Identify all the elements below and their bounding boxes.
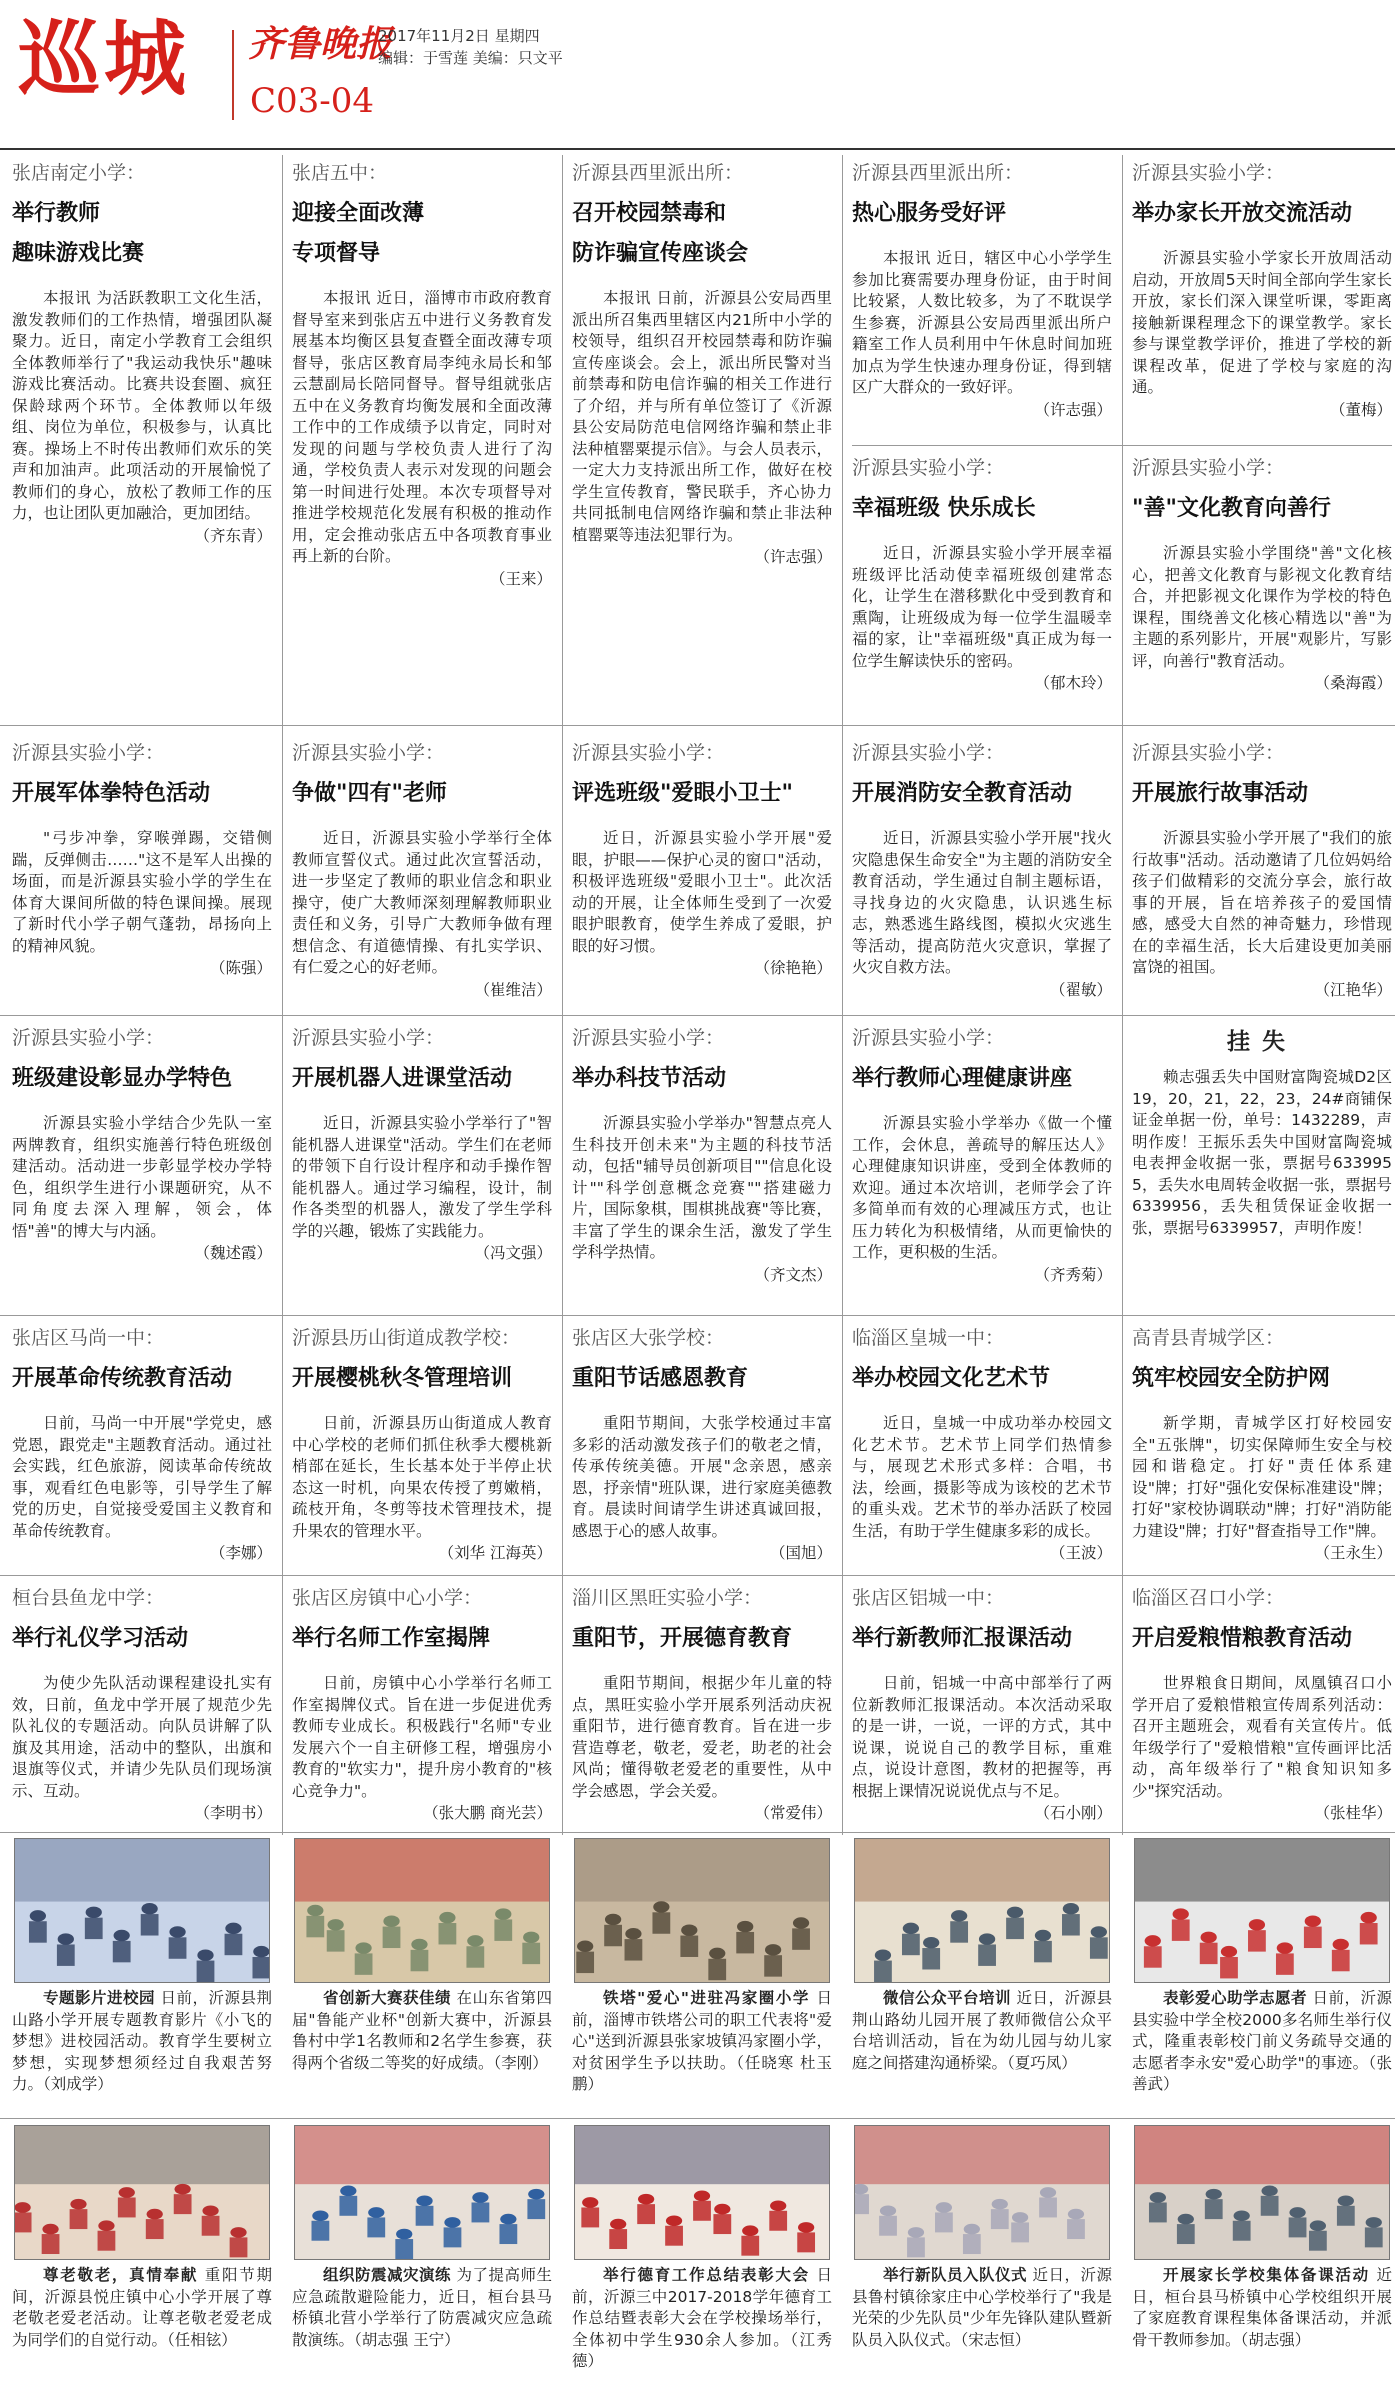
photo-caption: [12, 2265, 272, 2390]
article-body: 重阳节期间，根据少年儿童的特点，黑旺实验小学开展系列活动庆祝重阳节，进行德育教育。旨在进一步营造尊老，敬老，爱老，助老的社会风尚；懂得敬老爱老的重要性，从中学会感恩，学会关爱。: [572, 1674, 832, 1800]
article-source: 沂源县实验小学：: [292, 1027, 445, 1049]
article-9: [572, 740, 832, 1010]
article-headline: 重阳节，开展德育教育: [572, 1626, 793, 1651]
article-body: 本报讯 日前，沂源县公安局西里派出所召集西里辖区内21所中小学的校领导，组织召开校园禁毒和防诈骗宣传座谈会。会上，派出所民警对当前禁毒和防电信诈骗的相关工作进行了介绍，并与所有单位签订了《沂源县公安局防范电信网络诈骗和禁止非法种植罂粟提示信》。与会人员表示，一定大力支持派出所工作，做好在校学生宣传教育，警民联手，齐心协力共同抵制电信网络诈骗和禁止非法种植罂粟等违法犯罪行为。: [572, 289, 832, 544]
article-source: 沂源县实验小学：: [852, 742, 1005, 764]
caption-author: （任晓寒 杜玉鹏）: [572, 2053, 832, 2093]
article-author: （张桂华）: [1314, 1804, 1392, 1822]
article-headline: 防诈骗宣传座谈会: [572, 241, 749, 266]
article-1: [292, 160, 552, 715]
caption-title: 组织防震减灾演练: [323, 2266, 452, 2284]
article-author: （许志强）: [754, 548, 832, 566]
caption-author: （胡志强 王宁）: [354, 2330, 460, 2349]
article-headline: 举办家长开放交流活动: [1132, 201, 1353, 226]
article-21: [12, 1585, 272, 1830]
article-11: [1132, 740, 1392, 1010]
article-source: 沂源县西里派出所：: [852, 162, 1024, 184]
article-source: 张店区马尚一中：: [12, 1327, 165, 1349]
caption-author: （夏巧凤）: [1007, 2053, 1077, 2072]
article-headline: 开展樱桃秋冬管理培训: [292, 1366, 513, 1391]
article-author: （崔维洁）: [474, 980, 552, 999]
caption-text: 重阳节期间，沂源县悦庄镇中心小学开展了尊老敬老爱老活动。让尊老敬老爱老成为同学们的自觉行动。: [12, 2266, 272, 2349]
caption-title: 铁塔"爱心"进驻冯家圈小学: [603, 1989, 810, 2007]
horizontal-rule: [0, 1832, 1395, 1833]
article-19: [852, 1325, 1112, 1570]
photo-caption: [1132, 1988, 1392, 2118]
article-source: 沂源县西里派出所：: [572, 162, 744, 184]
article-author: （董梅）: [1329, 400, 1392, 419]
article-6: [1132, 455, 1392, 720]
article-body: 本报讯 近日，辖区中心小学学生参加比赛需要办理身份证，由于时间比较紧，人数比较多，为了不耽误学生参赛，沂源县公安局西里派出所户籍室工作人员利用中午休息时间加班加点为学生快速办理身份证，得到辖区广大群众的一致好评。: [852, 249, 1112, 396]
caption-author: （张善武）: [1132, 2053, 1392, 2093]
article-source: 沂源县实验小学：: [1132, 742, 1285, 764]
article-body: 沂源县实验小学围绕"善"文化核心，把善文化教育与影视文化教育结合，并把影视文化课作为学校的特色课程，围绕善文化核心精选以"善"为主题的系列影片，开展"观影片，写影评，向善行"教育活动。: [1132, 544, 1392, 670]
vertical-rule: [1122, 155, 1123, 1835]
caption-author: （刘成学）: [43, 2075, 113, 2093]
article-body: 沂源县实验小学举办"智慧点亮人生科技开创未来"为主题的科技节活动，包括"辅导员创新项目""信息化设计""科学创意概念竞赛""搭建磁力片，国际象棋，围棋挑战赛"等比赛，丰富了学生的课余生活，激发了学生学科学热情。: [572, 1114, 832, 1261]
article-source: 沂源县实验小学：: [852, 1027, 1005, 1049]
article-body: 近日，皇城一中成功举办校园文化艺术节。艺术节上同学们热情参与，展现艺术形式多样：合唱，书法，绘画，摄影等成为该校的艺术节的重头戏。艺术节的举办活跃了校园生活，有助于学生健康多彩的成长。: [852, 1414, 1112, 1540]
photo-caption: [572, 1988, 832, 2118]
caption-author: （任相铉）: [167, 2330, 237, 2349]
article-author: （李娜）: [209, 1544, 272, 1562]
photo-caption: [572, 2265, 832, 2390]
article-body: 近日，沂源县实验小学开展幸福班级评比活动使幸福班级创建常态化，让学生在潜移默化中受到教育和熏陶，让班级成为每一位学生温暖幸福的家，让"幸福班级"真正成为每一位学生解读快乐的密码。: [852, 544, 1112, 670]
horizontal-rule: [0, 1315, 1395, 1316]
article-source: 沂源县实验小学：: [572, 742, 725, 764]
article-17: [292, 1325, 552, 1570]
article-headline: 专项督导: [292, 241, 381, 266]
article-headline: 筑牢校园安全防护网: [1132, 1366, 1331, 1391]
news-photo: [14, 2125, 270, 2260]
article-3: [852, 160, 1112, 450]
article-23: [572, 1585, 832, 1830]
article-headline: 开展旅行故事活动: [1132, 781, 1309, 806]
article-body: 沂源县实验小学举办《做一个懂工作，会休息，善疏导的解压达人》心理健康知识讲座，受到全体教师的欢迎。通过本次培训，老师学会了许多简单而有效的心理减压方式，也让压力转化为积极情绪，从而更愉快的工作，更积极的生活。: [852, 1114, 1112, 1261]
article-author: （翟敏）: [1049, 980, 1112, 999]
article-headline: 重阳节话感恩教育: [572, 1366, 749, 1391]
news-photo: [574, 1838, 830, 1983]
article-author: （冯文强）: [474, 1244, 552, 1262]
article-headline: 班级建设彰显办学特色: [12, 1066, 233, 1091]
article-headline: 幸福班级 快乐成长: [852, 496, 1036, 521]
article-author: （徐艳艳）: [754, 959, 832, 977]
article-source: 淄川区黑旺实验小学：: [572, 1587, 763, 1609]
article-source: 张店区铝城一中：: [852, 1587, 1005, 1609]
article-author: （常爱伟）: [754, 1804, 832, 1822]
photo-caption: [292, 1988, 552, 2118]
article-source: 沂源县实验小学：: [852, 457, 1005, 479]
article-body: 近日，沂源县实验小学举行了"智能机器人进课堂"活动。学生们在老师的带领下自行设计程序和动手操作智能机器人。通过学习编程，设计，制作各类型的机器人，激发了学生学科学的兴趣，锻炼了实践能力。: [292, 1114, 552, 1240]
article-body: "弓步冲拳，穿喉弹踢，交错侧踹，反弹侧击……"这不是军人出操的场面，而是沂源县实验小学的学生在体育大课间所做的特色课间操。展现了新时代小学子朝气蓬勃，昂扬向上的精神风貌。: [12, 829, 272, 955]
article-headline: 举办科技节活动: [572, 1066, 727, 1091]
news-photo: [574, 2125, 830, 2260]
caption-author: （宋志恒）: [960, 2330, 1031, 2349]
article-headline: 评选班级"爱眼小卫士": [572, 781, 793, 806]
caption-text: 日前，沂源三中2017-2018学年德育工作总结暨表彰大会在学校操场举行，全体初中学生930余人参加。: [572, 2266, 832, 2349]
article-source: 张店南定小学：: [12, 162, 146, 184]
vertical-rule: [562, 155, 563, 1835]
page-number: C03-04: [250, 81, 375, 121]
masthead-divider: [232, 30, 234, 120]
caption-text: 在山东省第四届"鲁能产业杯"创新大赛中，沂源县鲁村中学1名教师和2名学生参赛，获得两个省级二等奖的好成绩。: [292, 1989, 552, 2072]
section-title: 巡城: [18, 11, 191, 107]
news-photo: [1134, 1838, 1390, 1983]
article-5: [1132, 160, 1392, 430]
article-body: 日前，马尚一中开展"学党史，感党恩，跟党走"主题教育活动。通过社会实践，红色旅游，阅读革命传统故事，观看红色电影等，引导学生了解党的历史，自觉接受爱国主义教育和革命传统教育。: [12, 1414, 272, 1540]
article-author: （齐东青）: [194, 526, 272, 545]
article-headline: 趣味游戏比赛: [12, 241, 145, 266]
article-0: [12, 160, 272, 715]
lost-notice-body: 赖志强丢失中国财富陶瓷城D2区19，20，21，22，23，24#商铺保证金单据一份，单号：1432289，声明作废！王振乐丢失中国财富陶瓷城电表押金收据一张，票据号6339955，丢失水电周转金收据一张，票据号6339956，丢失租赁保证金收据一张，票据号6339957，声明作废！: [1132, 1068, 1392, 1237]
article-source: 临淄区皇城一中：: [852, 1327, 1005, 1349]
article-author: （魏述霞）: [194, 1244, 272, 1262]
caption-author: （李刚）: [493, 2053, 548, 2072]
article-15: [852, 1025, 1112, 1310]
caption-text: 日前，沂源县荆山路小学开展专题教育影片《小飞的梦想》进校园活动。教育学生要树立梦想，实现梦想须经过自我艰苦努力。: [12, 1989, 272, 2093]
masthead: [0, 0, 1395, 150]
article-author: （许志强）: [1034, 400, 1112, 419]
horizontal-rule: [0, 1575, 1395, 1576]
article-source: 张店区房镇中心小学：: [292, 1587, 483, 1609]
article-headline: 举行新教师汇报课活动: [852, 1626, 1073, 1651]
news-photo: [854, 2125, 1110, 2260]
photo-caption: [852, 1988, 1112, 2118]
article-author: （国旭）: [769, 1544, 832, 1562]
lost-notice: [1132, 1025, 1392, 1310]
news-photo: [854, 1838, 1110, 1983]
caption-title: 举行新队员入队仪式: [883, 2266, 1028, 2284]
article-headline: 开展消防安全教育活动: [852, 781, 1073, 806]
article-12: [12, 1025, 272, 1310]
article-body: 世界粮食日期间，凤凰镇召口小学开启了爱粮惜粮宣传周系列活动：召开主题班会，观看有关宣传片。低年级学行了"爱粮惜粮"宣传画评比活动，高年级举行了"粮食知识知多少"探究活动。: [1132, 1674, 1392, 1800]
article-body: 新学期，青城学区打好校园安全"五张牌"，切实保障师生安全与校园和谐稳定。打好"责任体系建设"牌；打好"强化安保标准建设"牌；打好"家校协调联动"牌；打好"消防能力建设"牌；打好"督查指导工作"牌。: [1132, 1414, 1392, 1540]
article-14: [572, 1025, 832, 1310]
article-source: 临淄区召口小学：: [1132, 1587, 1285, 1609]
vertical-rule: [282, 155, 283, 1835]
editor-credit: 编辑：于雪莲 美编：只文平: [378, 49, 563, 67]
article-source: 沂源县实验小学：: [292, 742, 445, 764]
caption-title: 表彰爱心助学志愿者: [1163, 1989, 1308, 2007]
article-24: [852, 1585, 1112, 1830]
caption-text: 日前，沂源县实验中学全校2000多名师生举行仪式，隆重表彰校门前义务疏导交通的志愿者李永安"爱心助学"的事迹。: [1132, 1989, 1392, 2072]
article-source: 沂源县实验小学：: [12, 1027, 165, 1049]
caption-text: 近日，沂源县鲁村镇徐家庄中心学校举行了"我是光荣的少先队员"少年先锋队建队暨新队员入队仪式。: [852, 2266, 1112, 2349]
article-body: 近日，沂源县实验小学开展"找火灾隐患保生命安全"为主题的消防安全教育活动，学生通过自制主题标语，寻找身边的火灾隐患，认识逃生标志，熟悉逃生路线图，模拟火灾逃生等活动，提高防范火灾意识，掌握了火灾自救方法。: [852, 829, 1112, 976]
article-author: （刘华 江海英）: [438, 1544, 552, 1562]
article-body: 近日，沂源县实验小学举行全体教师宣誓仪式。通过此次宣誓活动，进一步坚定了教师的职业信念和职业操守，使广大教师深刻理解教师职业责任和义务，引导广大教师争做有理想信念、有道德情操、有扎实学识、有仁爱之心的好老师。: [292, 829, 552, 976]
article-author: （王波）: [1049, 1544, 1112, 1562]
article-4: [852, 455, 1112, 720]
article-source: 高青县青城学区：: [1132, 1327, 1285, 1349]
article-18: [572, 1325, 832, 1570]
article-headline: 开启爱粮惜粮教育活动: [1132, 1626, 1353, 1651]
article-headline: "善"文化教育向善行: [1132, 496, 1331, 521]
photo-caption: [12, 1988, 272, 2118]
news-photo: [14, 1838, 270, 1983]
article-body: 本报讯 近日，淄博市市政府教育督导室来到张店五中进行义务教育发展基本均衡区县复查暨全面改薄专项督导，张店区教育局李纯永局长和邹云慧副局长陪同督导。督导组就张店五中在义务教育均衡发展和全面改薄工作中的工作成绩予以肯定，同时对发现的问题与学校负责人进行了沟通，学校负责人表示对发现的问题会第一时间进行处理。本次专项督导对推进学校规范化发展有积极的推动作用，定会推动张店五中各项教育事业再上新的台阶。: [292, 289, 552, 565]
article-source: 沂源县历山街道成教学校：: [292, 1327, 521, 1349]
caption-text: 日前，淄博市铁塔公司的职工代表将"爱心"送到沂源县张家坡镇冯家圈小学，对贫困学生予以扶助。: [572, 1989, 832, 2072]
caption-title: 微信公众平台培训: [883, 1989, 1012, 2007]
article-author: （桑海霞）: [1314, 674, 1392, 692]
article-22: [292, 1585, 552, 1830]
issue-date: 2017年11月2日 星期四: [378, 27, 540, 45]
article-25: [1132, 1585, 1392, 1830]
article-headline: 迎接全面改薄: [292, 201, 425, 226]
article-author: （王来）: [489, 569, 552, 588]
horizontal-rule: [0, 725, 1395, 726]
newspaper-brand: 齐鲁晚报: [248, 23, 393, 65]
article-author: （齐文杰）: [754, 1265, 832, 1284]
caption-author: （胡志强）: [1240, 2330, 1311, 2349]
article-body: 近日，沂源县实验小学开展"爱眼，护眼——保护心灵的窗口"活动，积极评选班级"爱眼小卫士"。此次活动的开展，让全体师生受到了一次爱眼护眼教育，使学生养成了爱眼，护眼的好习惯。: [572, 829, 832, 955]
caption-title: 开展家长学校集体备课活动: [1163, 2266, 1370, 2284]
article-headline: 热心服务受好评: [852, 201, 1007, 226]
article-headline: 争做"四有"老师: [292, 781, 447, 806]
photo-caption: [292, 2265, 552, 2390]
article-author: （石小刚）: [1034, 1804, 1112, 1822]
article-source: 沂源县实验小学：: [1132, 457, 1285, 479]
article-20: [1132, 1325, 1392, 1570]
article-author: （齐秀菊）: [1034, 1265, 1112, 1284]
article-source: 张店五中：: [292, 162, 388, 184]
caption-text: 近日，沂源县荆山路幼儿园开展了教师微信公众平台培训活动，旨在为幼儿园与幼儿家庭之间搭建沟通桥梁。: [852, 1989, 1112, 2072]
photo-caption: [852, 2265, 1112, 2390]
news-photo: [1134, 2125, 1390, 2260]
article-13: [292, 1025, 552, 1310]
article-body: 沂源县实验小学开展了"我们的旅行故事"活动。活动邀请了几位妈妈给孩子们做精彩的交流分享会，旅行故事的开展，旨在培养孩子的爱国情感，感受大自然的神奇魅力，珍惜现在的幸福生活，长大后建设更加美丽富饶的祖国。: [1132, 829, 1392, 976]
article-source: 张店区大张学校：: [572, 1327, 725, 1349]
caption-title: 省创新大赛获佳绩: [323, 1989, 452, 2007]
article-headline: 举行礼仪学习活动: [12, 1626, 189, 1651]
article-headline: 举行名师工作室揭牌: [292, 1626, 491, 1651]
article-headline: 召开校园禁毒和: [572, 201, 727, 226]
caption-title: 专题影片进校园: [43, 1989, 156, 2007]
article-author: （张大鹏 商光芸）: [423, 1804, 552, 1822]
article-source: 桓台县鱼龙中学：: [12, 1587, 165, 1609]
vertical-rule: [842, 155, 843, 1835]
article-body: 沂源县实验小学家长开放周活动启动，开放周5天时间全部向学生家长开放，家长们深入课堂听课，零距离接触新课程理念下的课堂教学。家长参与课堂教学评价，推进了学校的新课程改革，促进了学校与家庭的沟通。: [1132, 249, 1392, 396]
article-author: （陈强）: [209, 959, 272, 977]
article-source: 沂源县实验小学：: [1132, 162, 1285, 184]
caption-author: （江秀德）: [572, 2330, 832, 2370]
article-16: [12, 1325, 272, 1570]
article-headline: 开展军体拳特色活动: [12, 781, 211, 806]
article-body: 为使少先队活动课程建设扎实有效，日前，鱼龙中学开展了规范少先队礼仪的专题活动。向队员讲解了队旗及其用途，活动中的整队，出旗和退旗等仪式，并请少先队员们现场演示、互动。: [12, 1674, 272, 1800]
caption-text: 为了提高师生应急疏散避险能力，近日，桓台县马桥镇北营小学举行了防震减灾应急疏散演练。: [292, 2266, 552, 2349]
article-headline: 开展革命传统教育活动: [12, 1366, 233, 1391]
news-photo: [294, 1838, 550, 1983]
article-8: [292, 740, 552, 1010]
article-author: （江艳华）: [1314, 980, 1392, 999]
article-body: 沂源县实验小学结合少先队一室两牌教育，组织实施善行特色班级创建活动。活动进一步彰显学校办学特色，组织学生进行小课题研究，从不同角度去深入理解，领会，体悟"善"的博大与内涵。: [12, 1114, 272, 1240]
caption-text: 近日，桓台县马桥镇中心学校组织开展了家庭教育课程集体备课活动，并派骨干教师参加。: [1132, 2266, 1392, 2349]
article-author: （郁木玲）: [1034, 674, 1112, 692]
article-author: （王永生）: [1314, 1544, 1392, 1562]
article-body: 日前，房镇中心小学举行名师工作室揭牌仪式。旨在进一步促进优秀教师专业成长。积极践行"名师"专业发展六个一自主研修工程，增强房小教育的"软实力"，提升房小教育的"核心竞争力"。: [292, 1674, 552, 1800]
lost-notice-title: 挂失: [1227, 1029, 1297, 1055]
article-headline: 举行教师: [12, 201, 101, 226]
article-2: [572, 160, 832, 715]
article-source: 沂源县实验小学：: [12, 742, 165, 764]
caption-title: 尊老敬老，真情奉献: [43, 2266, 199, 2284]
photo-caption: [1132, 2265, 1392, 2390]
article-body: 日前，铝城一中高中部举行了两位新教师汇报课活动。本次活动采取的是一讲，一说，一评的方式，其中说课，说说自己的教学目标，重难点，说设计意图，教材的把握等，再根据上课情况说说优点与不足。: [852, 1674, 1112, 1800]
article-10: [852, 740, 1112, 1010]
article-7: [12, 740, 272, 1010]
article-body: 重阳节期间，大张学校通过丰富多彩的活动激发孩子们的敬老之情，传承传统美德。开展"念亲恩，感亲恩，抒亲情"班队课，进行家庭美德教育。晨读时间请学生讲述真诚回报，感恩于心的感人故事。: [572, 1414, 832, 1540]
caption-title: 举行德育工作总结表彰大会: [603, 2266, 810, 2284]
article-headline: 举办校园文化艺术节: [852, 1366, 1051, 1391]
news-photo: [294, 2125, 550, 2260]
article-author: （李明书）: [194, 1804, 272, 1822]
article-body: 日前，沂源县历山街道成人教育中心学校的老师们抓住秋季大樱桃新梢部在延长，生长基本处于半停止状态这一时机，向果农传授了剪嫩梢，疏枝开角，冬剪等技术管理技术，提升果农的管理水平。: [292, 1414, 552, 1540]
article-body: 本报讯 为活跃教职工文化生活，激发教师们的工作热情，增强团队凝聚力。近日，南定小学教育工会组织全体教师举行了"我运动我快乐"趣味游戏比赛活动。比赛共设套圈、疯狂保龄球两个环节。全体教师以年级组、岗位为单位，积极参与，认真比赛。操场上不时传出教师们欢乐的笑声和加油声。此项活动的开展愉悦了教师们的身心，放松了教师工作的压力，也让团队更加融洽，更加团结。: [12, 289, 272, 522]
article-headline: 开展机器人进课堂活动: [292, 1066, 513, 1091]
article-source: 沂源县实验小学：: [572, 1027, 725, 1049]
horizontal-rule: [0, 1015, 1395, 1016]
article-headline: 举行教师心理健康讲座: [852, 1066, 1073, 1091]
horizontal-rule: [0, 2118, 1395, 2119]
